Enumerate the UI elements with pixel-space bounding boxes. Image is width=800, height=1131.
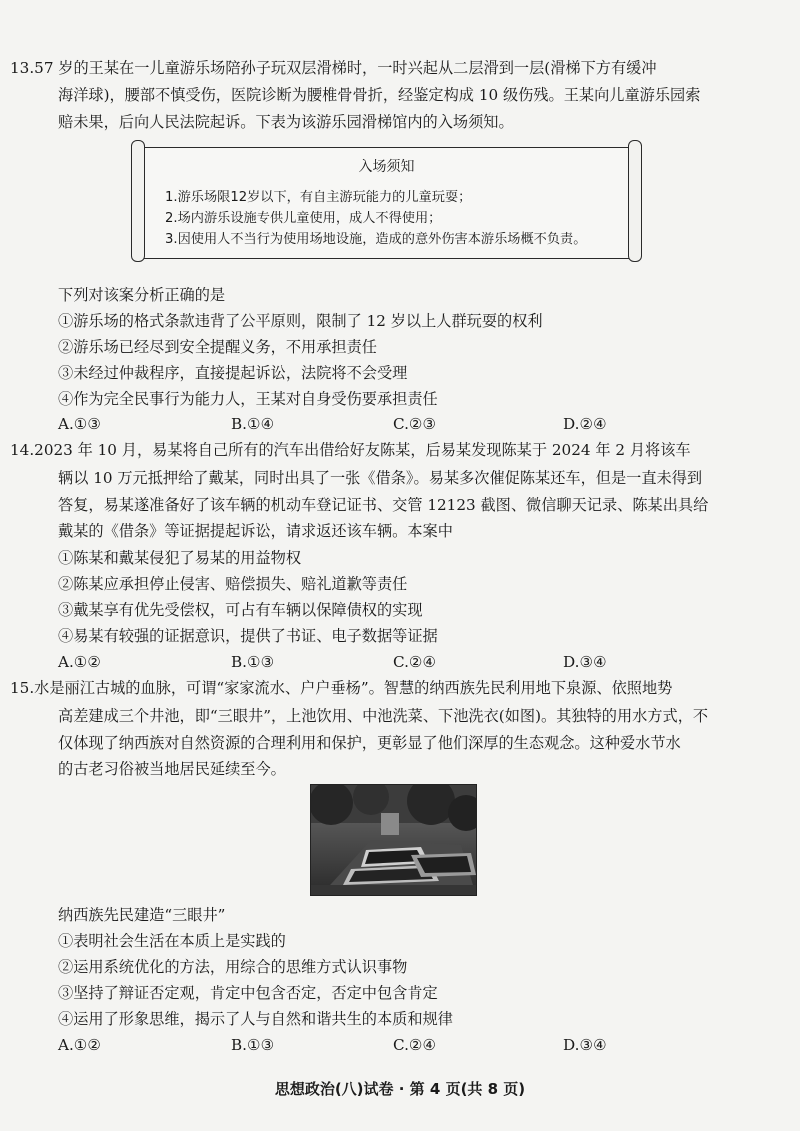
q13-option-a[interactable]: A.①③: [58, 415, 102, 433]
q13-options: [58, 414, 748, 434]
q14-option-c[interactable]: C.②④: [393, 653, 437, 671]
q15-stem: 纳西族先民建造“三眼井”: [58, 906, 226, 924]
q15-statement-4: ④运用了形象思维，揭示了人与自然和谐共生的本质和规律: [58, 1010, 453, 1028]
q15-option-b[interactable]: B.①③: [231, 1036, 275, 1054]
q14-statement-3: ③戴某享有优先受偿权，可占有车辆以保障债权的实现: [58, 601, 423, 619]
q14-option-a[interactable]: A.①②: [58, 653, 102, 671]
q14-line-3: 答复，易某遂准备好了该车辆的机动车登记证书、交管 12123 截图、微信聊天记录、陈某出具给: [58, 496, 709, 514]
q14-line-4: 戴某的《借条》等证据提起诉讼，请求返还该车辆。本案中: [58, 522, 453, 540]
entry-notice-scroll: [138, 147, 635, 259]
q15-statement-3: ③坚持了辩证否定观，肯定中包含否定，否定中包含肯定: [58, 984, 438, 1002]
q14-line-1: 14.2023 年 10 月，易某将自己所有的汽车出借给好友陈某，后易某发现陈某于 2024 年 2 月将该车: [10, 441, 691, 459]
q13-option-b[interactable]: B.①④: [231, 415, 275, 433]
well-photo-illustration: [311, 785, 476, 895]
q13-statement-2: ②游乐场已经尽到安全提醒义务，不用承担责任: [58, 338, 377, 356]
q15-option-d[interactable]: D.③④: [563, 1036, 607, 1054]
q13-option-c[interactable]: C.②③: [393, 415, 437, 433]
q15-line-3: 仅体现了纳西族对自然资源的合理利用和保护，更彰显了他们深厚的生态观念。这种爱水节水: [58, 734, 681, 752]
q13-option-d[interactable]: D.②④: [563, 415, 607, 433]
q13-line-1: 13.57 岁的王某在一儿童游乐场陪孙子玩双层滑梯时，一时兴起从二层滑到一层(滑梯下方有缓冲: [10, 59, 657, 77]
q13-stem: 下列对该案分析正确的是: [58, 286, 226, 304]
notice-item-2: 2.场内游乐设施专供儿童使用，成人不得使用；: [165, 211, 442, 226]
q14-line-2: 辆以 10 万元抵押给了戴某，同时出具了一张《借条》。易某多次催促陈某还车，但是一直未得到: [58, 469, 703, 487]
q15-options: [58, 1035, 748, 1055]
q15-line-4: 的古老习俗被当地居民延续至今。: [58, 760, 286, 778]
q13-line-2: 海洋球)，腰部不慎受伤，医院诊断为腰椎骨骨折，经鉴定构成 10 级伤残。王某向儿童游乐园索: [58, 86, 701, 104]
three-eye-well-photo: [310, 784, 477, 896]
q15-line-1: 15.水是丽江古城的血脉，可谓“家家流水、户户垂杨”。智慧的纳西族先民利用地下泉源、依照地势: [10, 679, 673, 697]
q15-statement-2: ②运用系统优化的方法，用综合的思维方式认识事物: [58, 958, 408, 976]
q13-statement-3: ③未经过仲裁程序，直接提起诉讼，法院将不会受理: [58, 364, 408, 382]
q14-option-b[interactable]: B.①③: [231, 653, 275, 671]
q15-statement-1: ①表明社会生活在本质上是实践的: [58, 932, 286, 950]
q14-statement-1: ①陈某和戴某侵犯了易某的用益物权: [58, 549, 301, 567]
q13-statement-4: ④作为完全民事行为能力人，王某对自身受伤要承担责任: [58, 390, 438, 408]
page-footer: 思想政治(八)试卷 · 第 4 页(共 8 页): [274, 1080, 526, 1098]
q14-option-d[interactable]: D.③④: [563, 653, 607, 671]
q15-line-2: 高差建成三个井池，即“三眼井”，上池饮用、中池洗菜、下池洗衣(如图)。其独特的用水方式，不: [58, 707, 709, 725]
q15-option-a[interactable]: A.①②: [58, 1036, 102, 1054]
q14-options: [58, 652, 748, 672]
q13-line-3: 赔未果，后向人民法院起诉。下表为该游乐园滑梯馆内的入场须知。: [58, 113, 514, 131]
q14-statement-4: ④易某有较强的证据意识，提供了书证、电子数据等证据: [58, 627, 438, 645]
notice-item-3: 3.因使用人不当行为使用场地设施，造成的意外伤害本游乐场概不负责。: [165, 232, 587, 247]
notice-item-1: 1.游乐场限12岁以下，有自主游玩能力的儿童玩耍；: [165, 190, 472, 205]
q15-option-c[interactable]: C.②④: [393, 1036, 437, 1054]
q13-statement-1: ①游乐场的格式条款违背了公平原则，限制了 12 岁以上人群玩耍的权利: [58, 312, 543, 330]
q14-statement-2: ②陈某应承担停止侵害、赔偿损失、赔礼道歉等责任: [58, 575, 408, 593]
notice-title: 入场须知: [358, 159, 415, 175]
